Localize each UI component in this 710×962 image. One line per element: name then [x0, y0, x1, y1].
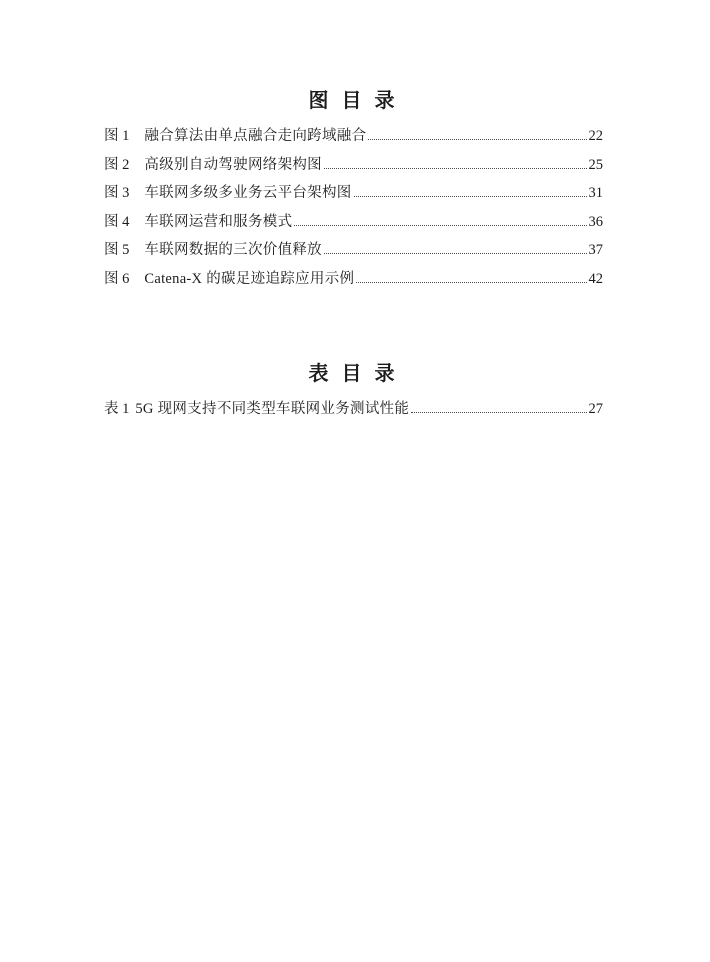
toc-entry[interactable]	[104, 208, 603, 237]
toc-entry-label: 图 6	[104, 270, 130, 287]
figures-toc-title: 图 目 录	[308, 90, 399, 112]
dot-leader	[354, 196, 587, 197]
toc-entry-label: 图 1	[104, 128, 130, 144]
toc-entry-title: 5G 现网支持不同类型车联网业务测试性能	[135, 400, 410, 417]
toc-entry-title: 车联网运营和服务模式	[144, 213, 293, 230]
toc-entry-page: 27	[588, 400, 603, 417]
dot-leader	[356, 282, 586, 283]
toc-entry-title: 高级别自动驾驶网络架构图	[144, 156, 322, 173]
toc-entry[interactable]	[104, 395, 603, 424]
toc-entry-title: 车联网多级多业务云平台架构图	[144, 185, 352, 202]
dot-leader	[324, 168, 587, 169]
toc-entry-page: 37	[588, 242, 603, 259]
tables-toc-section	[104, 361, 603, 424]
toc-entry-title: 车联网数据的三次价值释放	[144, 242, 322, 259]
dot-leader	[411, 412, 586, 413]
toc-entry[interactable]	[104, 179, 603, 208]
figures-toc-list	[104, 122, 603, 294]
toc-entry-label: 图 2	[104, 156, 130, 173]
toc-entry-label: 图 3	[104, 185, 130, 202]
toc-entry-page: 25	[588, 156, 603, 173]
toc-entry-title: 融合算法由单点融合走向跨域融合	[144, 128, 367, 144]
tables-toc-list	[104, 395, 603, 424]
toc-entry[interactable]	[104, 265, 603, 294]
toc-entry-label: 图 4	[104, 213, 130, 230]
toc-entry-page: 42	[588, 270, 603, 287]
dot-leader	[294, 225, 586, 226]
toc-entry-page: 31	[588, 185, 603, 202]
toc-entry[interactable]	[104, 122, 603, 151]
toc-entry-page: 22	[588, 128, 603, 144]
toc-entry-title: Catena-X 的碳足迹追踪应用示例	[144, 270, 355, 287]
toc-entry[interactable]	[104, 236, 603, 265]
figures-toc-section	[104, 88, 603, 294]
tables-toc-title: 表 目 录	[308, 362, 399, 385]
dot-leader	[324, 253, 587, 254]
toc-entry-page: 36	[588, 213, 603, 230]
toc-entry-label: 图 5	[104, 242, 130, 259]
dot-leader	[368, 139, 586, 140]
toc-entry-label: 表 1	[104, 400, 130, 417]
toc-entry[interactable]	[104, 151, 603, 180]
